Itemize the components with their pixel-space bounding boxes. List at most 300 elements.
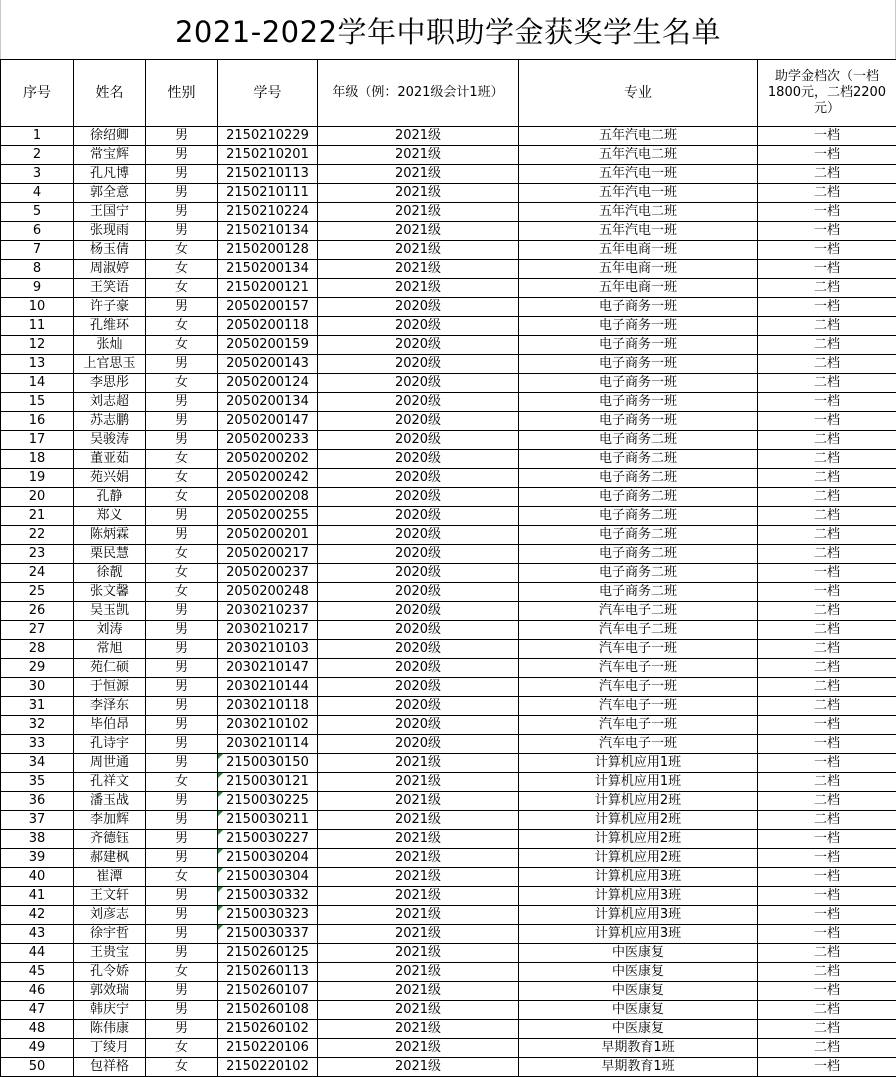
cell-tier: 一档	[758, 564, 896, 583]
cell-tier: 二档	[758, 165, 896, 184]
cell-student-id: 2030210103	[218, 640, 318, 659]
cell-name: 包祥格	[74, 1058, 146, 1077]
cell-name: 张灿	[74, 336, 146, 355]
cell-index: 42	[1, 906, 74, 925]
cell-tier: 一档	[758, 830, 896, 849]
cell-gender: 男	[146, 165, 218, 184]
cell-student-id: 2150030227	[218, 830, 318, 849]
cell-gender: 男	[146, 127, 218, 146]
cell-major: 中医康复	[519, 982, 758, 1001]
cell-major: 计算机应用3班	[519, 868, 758, 887]
page-title: 2021-2022学年中职助学金获奖学生名单	[0, 0, 896, 60]
cell-student-id: 2050200157	[218, 298, 318, 317]
cell-major: 电子商务一班	[519, 336, 758, 355]
cell-tier: 二档	[758, 1020, 896, 1039]
table-row	[1, 488, 896, 507]
cell-name: 孔令娇	[74, 963, 146, 982]
cell-grade: 2020级	[318, 678, 519, 697]
cell-grade: 2020级	[318, 412, 519, 431]
cell-tier: 一档	[758, 146, 896, 165]
cell-gender: 男	[146, 735, 218, 754]
table-row	[1, 906, 896, 925]
cell-name: 刘涛	[74, 621, 146, 640]
cell-name: 杨玉倩	[74, 241, 146, 260]
cell-index: 4	[1, 184, 74, 203]
cell-name: 李泽东	[74, 697, 146, 716]
cell-index: 14	[1, 374, 74, 393]
cell-index: 39	[1, 849, 74, 868]
cell-grade: 2021级	[318, 849, 519, 868]
table-row	[1, 716, 896, 735]
table-row	[1, 1020, 896, 1039]
cell-student-id: 2150210229	[218, 127, 318, 146]
cell-tier: 二档	[758, 773, 896, 792]
cell-student-id: 2030210114	[218, 735, 318, 754]
cell-tier: 一档	[758, 849, 896, 868]
cell-gender: 男	[146, 887, 218, 906]
cell-gender: 女	[146, 260, 218, 279]
cell-name: 王国宁	[74, 203, 146, 222]
cell-name: 王笑语	[74, 279, 146, 298]
cell-tier: 二档	[758, 602, 896, 621]
cell-index: 2	[1, 146, 74, 165]
cell-student-id: 2030210144	[218, 678, 318, 697]
table-row	[1, 374, 896, 393]
cell-grade: 2021级	[318, 260, 519, 279]
cell-tier: 二档	[758, 944, 896, 963]
cell-student-id: 2150030337	[218, 925, 318, 944]
cell-index: 12	[1, 336, 74, 355]
cell-grade: 2020级	[318, 640, 519, 659]
cell-student-id: 2050200118	[218, 317, 318, 336]
cell-name: 陈炳霖	[74, 526, 146, 545]
cell-tier: 一档	[758, 925, 896, 944]
cell-major: 电子商务一班	[519, 374, 758, 393]
cell-index: 10	[1, 298, 74, 317]
header-gender: 性别	[146, 60, 218, 127]
cell-student-id: 2050200248	[218, 583, 318, 602]
table-row	[1, 564, 896, 583]
cell-major: 计算机应用2班	[519, 830, 758, 849]
cell-tier: 一档	[758, 735, 896, 754]
cell-major: 计算机应用2班	[519, 792, 758, 811]
cell-tier: 二档	[758, 507, 896, 526]
cell-name: 毕伯昂	[74, 716, 146, 735]
cell-student-id: 2050200237	[218, 564, 318, 583]
cell-major: 电子商务二班	[519, 545, 758, 564]
cell-student-id: 2050200159	[218, 336, 318, 355]
table-row	[1, 925, 896, 944]
cell-name: 孔诗宇	[74, 735, 146, 754]
cell-major: 五年电商一班	[519, 260, 758, 279]
table-row	[1, 146, 896, 165]
cell-student-id: 2030210217	[218, 621, 318, 640]
table-row	[1, 697, 896, 716]
cell-name: 徐绍卿	[74, 127, 146, 146]
cell-tier: 二档	[758, 811, 896, 830]
table-row	[1, 336, 896, 355]
cell-student-id: 2150030304	[218, 868, 318, 887]
cell-student-id: 2030210118	[218, 697, 318, 716]
cell-student-id: 2150200128	[218, 241, 318, 260]
cell-grade: 2020级	[318, 317, 519, 336]
table-row	[1, 754, 896, 773]
table-row	[1, 222, 896, 241]
table-row	[1, 165, 896, 184]
cell-student-id: 2150030323	[218, 906, 318, 925]
header-tier: 助学金档次（一档1800元，二档2200元）	[758, 60, 896, 127]
cell-grade: 2020级	[318, 697, 519, 716]
table-row	[1, 431, 896, 450]
cell-gender: 女	[146, 317, 218, 336]
cell-major: 中医康复	[519, 963, 758, 982]
cell-grade: 2021级	[318, 906, 519, 925]
cell-grade: 2021级	[318, 811, 519, 830]
cell-student-id: 2150260113	[218, 963, 318, 982]
cell-tier: 一档	[758, 222, 896, 241]
cell-gender: 男	[146, 944, 218, 963]
cell-index: 19	[1, 469, 74, 488]
cell-grade: 2020级	[318, 545, 519, 564]
cell-grade: 2021级	[318, 944, 519, 963]
table-row	[1, 602, 896, 621]
cell-index: 3	[1, 165, 74, 184]
cell-name: 孔祥文	[74, 773, 146, 792]
cell-grade: 2021级	[318, 1058, 519, 1077]
cell-grade: 2020级	[318, 355, 519, 374]
cell-tier: 一档	[758, 412, 896, 431]
cell-tier: 一档	[758, 127, 896, 146]
cell-major: 电子商务二班	[519, 488, 758, 507]
cell-index: 24	[1, 564, 74, 583]
header-grade: 年级（例：2021级会计1班）	[318, 60, 519, 127]
cell-major: 汽车电子一班	[519, 678, 758, 697]
cell-name: 郭全意	[74, 184, 146, 203]
cell-name: 常宝辉	[74, 146, 146, 165]
cell-gender: 男	[146, 849, 218, 868]
cell-major: 汽车电子二班	[519, 621, 758, 640]
cell-major: 五年汽电二班	[519, 127, 758, 146]
cell-index: 33	[1, 735, 74, 754]
cell-name: 陈伟康	[74, 1020, 146, 1039]
cell-index: 34	[1, 754, 74, 773]
cell-student-id: 2150260125	[218, 944, 318, 963]
cell-tier: 二档	[758, 621, 896, 640]
cell-grade: 2020级	[318, 621, 519, 640]
cell-grade: 2021级	[318, 203, 519, 222]
cell-name: 韩庆宁	[74, 1001, 146, 1020]
cell-index: 45	[1, 963, 74, 982]
cell-tier: 二档	[758, 317, 896, 336]
cell-gender: 男	[146, 659, 218, 678]
cell-gender: 男	[146, 526, 218, 545]
cell-grade: 2020级	[318, 526, 519, 545]
cell-gender: 男	[146, 830, 218, 849]
cell-grade: 2020级	[318, 564, 519, 583]
cell-index: 5	[1, 203, 74, 222]
cell-index: 27	[1, 621, 74, 640]
cell-index: 48	[1, 1020, 74, 1039]
cell-index: 47	[1, 1001, 74, 1020]
cell-tier: 一档	[758, 868, 896, 887]
table-row	[1, 298, 896, 317]
cell-tier: 二档	[758, 640, 896, 659]
cell-major: 电子商务二班	[519, 583, 758, 602]
cell-grade: 2021级	[318, 1020, 519, 1039]
cell-index: 9	[1, 279, 74, 298]
cell-major: 中医康复	[519, 1020, 758, 1039]
cell-student-id: 2050200147	[218, 412, 318, 431]
cell-major: 汽车电子一班	[519, 697, 758, 716]
cell-major: 电子商务二班	[519, 564, 758, 583]
table-row	[1, 735, 896, 754]
cell-tier: 二档	[758, 545, 896, 564]
cell-major: 电子商务一班	[519, 298, 758, 317]
cell-index: 18	[1, 450, 74, 469]
cell-grade: 2021级	[318, 792, 519, 811]
cell-major: 计算机应用1班	[519, 754, 758, 773]
cell-major: 电子商务二班	[519, 450, 758, 469]
cell-grade: 2021级	[318, 222, 519, 241]
cell-index: 49	[1, 1039, 74, 1058]
cell-index: 50	[1, 1058, 74, 1077]
cell-grade: 2021级	[318, 146, 519, 165]
cell-gender: 女	[146, 488, 218, 507]
cell-gender: 女	[146, 279, 218, 298]
table-row	[1, 830, 896, 849]
cell-gender: 男	[146, 412, 218, 431]
cell-gender: 女	[146, 469, 218, 488]
cell-grade: 2020级	[318, 450, 519, 469]
cell-gender: 女	[146, 868, 218, 887]
cell-major: 五年电商一班	[519, 241, 758, 260]
cell-name: 吴骏涛	[74, 431, 146, 450]
cell-tier: 二档	[758, 279, 896, 298]
cell-major: 汽车电子二班	[519, 602, 758, 621]
cell-index: 21	[1, 507, 74, 526]
cell-gender: 女	[146, 564, 218, 583]
cell-name: 常旭	[74, 640, 146, 659]
cell-major: 五年汽电一班	[519, 165, 758, 184]
cell-name: 孔静	[74, 488, 146, 507]
cell-major: 计算机应用3班	[519, 925, 758, 944]
cell-grade: 2020级	[318, 659, 519, 678]
cell-major: 电子商务二班	[519, 507, 758, 526]
cell-tier: 二档	[758, 488, 896, 507]
cell-grade: 2021级	[318, 184, 519, 203]
cell-student-id: 2050200217	[218, 545, 318, 564]
cell-student-id: 2150030204	[218, 849, 318, 868]
cell-name: 王贵宝	[74, 944, 146, 963]
cell-tier: 二档	[758, 792, 896, 811]
cell-grade: 2021级	[318, 165, 519, 184]
cell-grade: 2021级	[318, 127, 519, 146]
cell-grade: 2020级	[318, 488, 519, 507]
cell-gender: 男	[146, 640, 218, 659]
cell-major: 电子商务一班	[519, 317, 758, 336]
table-row	[1, 260, 896, 279]
cell-gender: 男	[146, 184, 218, 203]
cell-index: 8	[1, 260, 74, 279]
table-row	[1, 659, 896, 678]
cell-gender: 男	[146, 925, 218, 944]
cell-index: 32	[1, 716, 74, 735]
cell-student-id: 2150030150	[218, 754, 318, 773]
cell-gender: 男	[146, 906, 218, 925]
cell-index: 15	[1, 393, 74, 412]
cell-gender: 女	[146, 545, 218, 564]
table-row	[1, 127, 896, 146]
cell-index: 36	[1, 792, 74, 811]
cell-student-id: 2050200202	[218, 450, 318, 469]
cell-name: 李思彤	[74, 374, 146, 393]
cell-major: 计算机应用1班	[519, 773, 758, 792]
cell-index: 35	[1, 773, 74, 792]
table-row	[1, 1039, 896, 1058]
cell-major: 中医康复	[519, 944, 758, 963]
cell-index: 40	[1, 868, 74, 887]
table-row	[1, 811, 896, 830]
cell-tier: 一档	[758, 260, 896, 279]
cell-student-id: 2150030332	[218, 887, 318, 906]
cell-tier: 二档	[758, 1039, 896, 1058]
cell-tier: 二档	[758, 1001, 896, 1020]
cell-grade: 2020级	[318, 393, 519, 412]
cell-grade: 2020级	[318, 469, 519, 488]
header-row	[1, 60, 896, 127]
cell-gender: 女	[146, 374, 218, 393]
cell-grade: 2020级	[318, 336, 519, 355]
cell-student-id: 2030210237	[218, 602, 318, 621]
cell-student-id: 2050200208	[218, 488, 318, 507]
cell-grade: 2020级	[318, 716, 519, 735]
cell-major: 计算机应用3班	[519, 887, 758, 906]
cell-student-id: 2050200201	[218, 526, 318, 545]
cell-student-id: 2150210111	[218, 184, 318, 203]
table-row	[1, 469, 896, 488]
cell-index: 11	[1, 317, 74, 336]
cell-gender: 男	[146, 1001, 218, 1020]
cell-tier: 一档	[758, 982, 896, 1001]
cell-gender: 男	[146, 298, 218, 317]
cell-gender: 女	[146, 963, 218, 982]
cell-index: 17	[1, 431, 74, 450]
cell-student-id: 2150260108	[218, 1001, 318, 1020]
cell-student-id: 2050200124	[218, 374, 318, 393]
cell-name: 刘彦志	[74, 906, 146, 925]
cell-tier: 二档	[758, 659, 896, 678]
table-row	[1, 279, 896, 298]
table-row	[1, 241, 896, 260]
table-row	[1, 678, 896, 697]
cell-grade: 2020级	[318, 507, 519, 526]
cell-tier: 二档	[758, 526, 896, 545]
cell-tier: 二档	[758, 963, 896, 982]
header-major: 专业	[519, 60, 758, 127]
cell-tier: 二档	[758, 697, 896, 716]
cell-name: 周世通	[74, 754, 146, 773]
cell-major: 中医康复	[519, 1001, 758, 1020]
cell-index: 29	[1, 659, 74, 678]
table-row	[1, 393, 896, 412]
cell-index: 23	[1, 545, 74, 564]
cell-major: 计算机应用2班	[519, 811, 758, 830]
cell-gender: 女	[146, 336, 218, 355]
cell-gender: 男	[146, 222, 218, 241]
cell-gender: 男	[146, 355, 218, 374]
table-row	[1, 982, 896, 1001]
cell-major: 电子商务二班	[519, 469, 758, 488]
cell-name: 张现雨	[74, 222, 146, 241]
cell-name: 于恒源	[74, 678, 146, 697]
cell-student-id: 2150030121	[218, 773, 318, 792]
cell-grade: 2020级	[318, 298, 519, 317]
cell-gender: 男	[146, 716, 218, 735]
cell-gender: 男	[146, 754, 218, 773]
cell-gender: 男	[146, 621, 218, 640]
cell-grade: 2021级	[318, 279, 519, 298]
cell-grade: 2021级	[318, 868, 519, 887]
cell-tier: 一档	[758, 203, 896, 222]
cell-student-id: 2030210147	[218, 659, 318, 678]
header-name: 姓名	[74, 60, 146, 127]
cell-grade: 2020级	[318, 735, 519, 754]
cell-major: 电子商务二班	[519, 431, 758, 450]
table-row	[1, 887, 896, 906]
table-row	[1, 583, 896, 602]
cell-grade: 2021级	[318, 925, 519, 944]
cell-tier: 二档	[758, 431, 896, 450]
cell-gender: 男	[146, 792, 218, 811]
cell-index: 28	[1, 640, 74, 659]
cell-student-id: 2150030225	[218, 792, 318, 811]
cell-name: 许子豪	[74, 298, 146, 317]
cell-major: 电子商务二班	[519, 526, 758, 545]
cell-major: 五年汽电一班	[519, 222, 758, 241]
cell-name: 郭效瑞	[74, 982, 146, 1001]
cell-index: 46	[1, 982, 74, 1001]
cell-gender: 男	[146, 982, 218, 1001]
cell-name: 孔维环	[74, 317, 146, 336]
cell-student-id: 2150200121	[218, 279, 318, 298]
cell-student-id: 2150210224	[218, 203, 318, 222]
cell-tier: 一档	[758, 393, 896, 412]
cell-name: 苏志鹏	[74, 412, 146, 431]
cell-name: 上官思玉	[74, 355, 146, 374]
cell-grade: 2020级	[318, 374, 519, 393]
cell-name: 苑仁硕	[74, 659, 146, 678]
cell-grade: 2020级	[318, 431, 519, 450]
cell-gender: 男	[146, 678, 218, 697]
cell-index: 38	[1, 830, 74, 849]
cell-gender: 女	[146, 241, 218, 260]
cell-name: 张文馨	[74, 583, 146, 602]
cell-tier: 二档	[758, 678, 896, 697]
header-student-id: 学号	[218, 60, 318, 127]
cell-major: 电子商务一班	[519, 412, 758, 431]
cell-index: 26	[1, 602, 74, 621]
cell-student-id: 2050200134	[218, 393, 318, 412]
cell-name: 崔潭	[74, 868, 146, 887]
cell-tier: 一档	[758, 716, 896, 735]
cell-name: 齐德钰	[74, 830, 146, 849]
cell-name: 董亚茹	[74, 450, 146, 469]
cell-name: 郝建枫	[74, 849, 146, 868]
cell-index: 44	[1, 944, 74, 963]
table-row	[1, 1001, 896, 1020]
cell-name: 吴玉凯	[74, 602, 146, 621]
cell-student-id: 2150200134	[218, 260, 318, 279]
